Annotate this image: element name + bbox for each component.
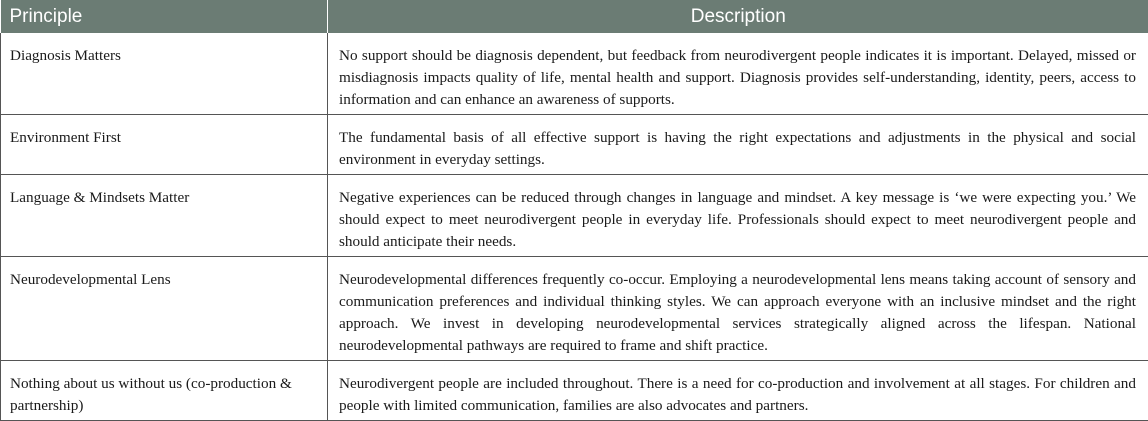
description-cell: Neurodevelopmental differences frequently co-occur. Employing a neurodevelopmental lens means taking account of sensory and communication preferences and individual thinking styles. We can approach everyone with an inclusive mindset and the right approach. We invest in developing neurodevelopmental services strategically aligned across the lifespan. National neurodevelopmental pathways are required to frame and shift practice. <box>328 257 1148 361</box>
description-cell: Neurodivergent people are included throughout. There is a need for co-production and involvement at all stages. For children and people with limited communication, families are also advocates and partners. <box>328 361 1148 421</box>
table-row <box>1 175 1148 257</box>
description-cell: The fundamental basis of all effective support is having the right expectations and adjustments in the physical and social environment in everyday settings. <box>328 115 1148 175</box>
principle-cell: Language & Mindsets Matter <box>1 175 328 257</box>
table-row <box>1 361 1148 421</box>
principle-cell: Diagnosis Matters <box>1 33 328 115</box>
principle-cell: Nothing about us without us (co-production & partnership) <box>1 361 328 421</box>
header-description: Description <box>328 0 1148 33</box>
description-cell: Negative experiences can be reduced through changes in language and mindset. A key message is ‘we were expecting you.’ We should expect to meet neurodivergent people in everyday life. Professionals should expect to meet neurodivergent people and should anticipate their needs. <box>328 175 1148 257</box>
principle-cell: Neurodevelopmental Lens <box>1 257 328 361</box>
table-row <box>1 115 1148 175</box>
table-row <box>1 257 1148 361</box>
description-cell: No support should be diagnosis dependent, but feedback from neurodivergent people indicates it is important. Delayed, missed or misdiagnosis impacts quality of life, mental health and support. Diagnosis provides self-understanding, identity, peers, access to information and can enhance an awareness of supports. <box>328 33 1148 115</box>
table-row <box>1 33 1148 115</box>
header-row <box>1 0 1148 33</box>
principle-cell: Environment First <box>1 115 328 175</box>
header-principle: Principle <box>1 0 328 33</box>
